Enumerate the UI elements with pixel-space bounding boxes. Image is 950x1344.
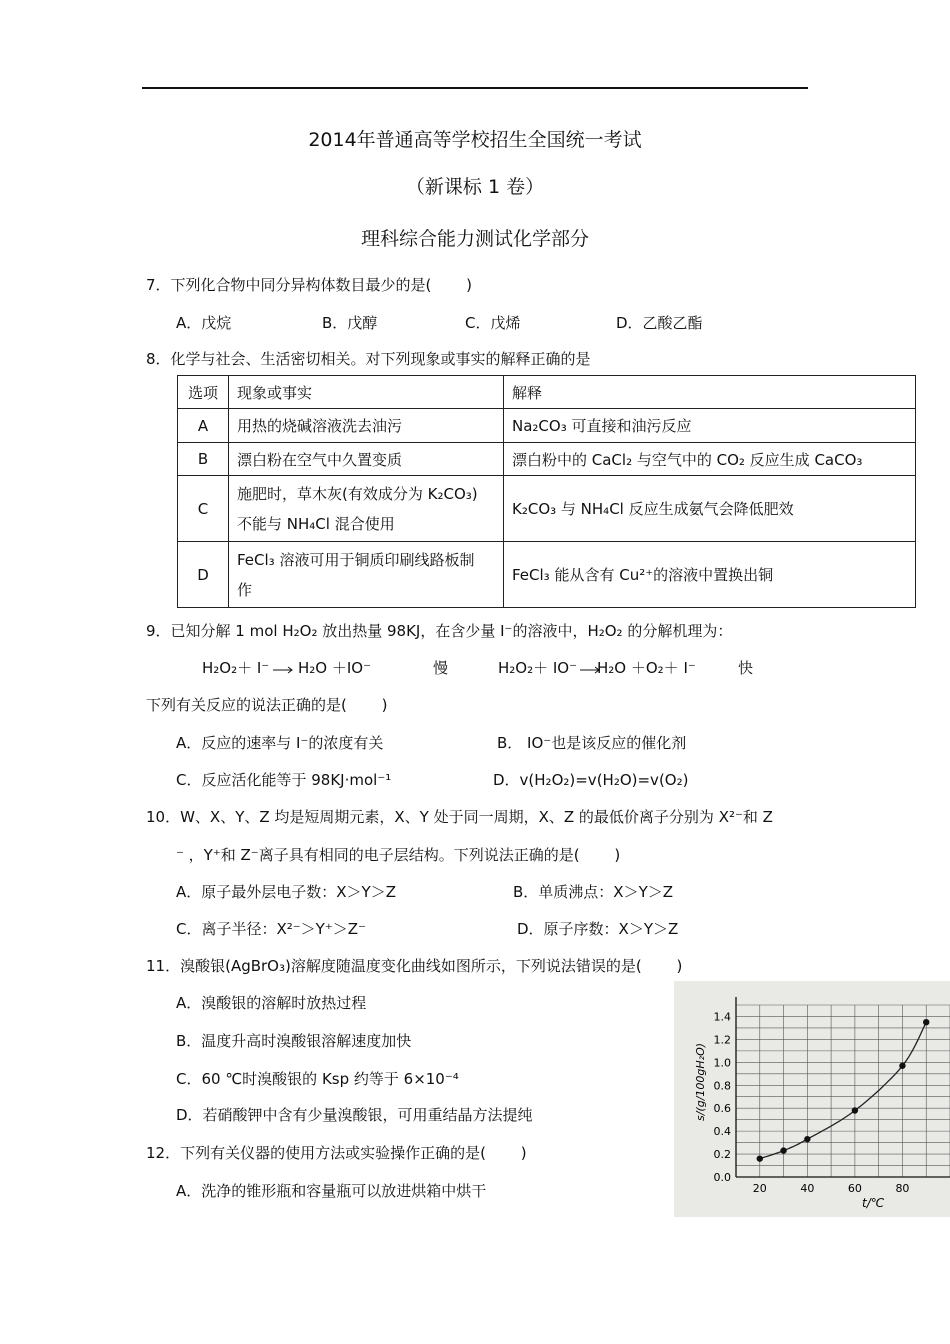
- x-axis-label: t/℃: [862, 1196, 885, 1210]
- q11-option-d: D．若硝酸钾中含有少量溴酸银，可用重结晶方法提纯: [176, 1106, 533, 1124]
- q11-option-a: A．溴酸银的溶解时放热过程: [176, 994, 367, 1012]
- q11-option-b: B．温度升高时溴酸银溶解速度加快: [176, 1032, 412, 1050]
- q12-stem: 12．下列有关仪器的使用方法或实验操作正确的是( ): [146, 1144, 527, 1162]
- q7-option-a: A．戊烷: [176, 314, 232, 332]
- q11-stem: 11．溴酸银(AgBrO₃)溶解度随温度变化曲线如图所示，下列说法错误的是( ): [146, 957, 683, 975]
- exam-subtitle: （新课标 1 卷）: [405, 176, 545, 198]
- exam-title: 2014年普通高等学校招生全国统一考试: [308, 129, 642, 151]
- q9-r1-right: H₂O ＋IO⁻: [298, 659, 372, 677]
- x-tick-label: 80: [895, 1182, 910, 1195]
- row-fact-cont: 作: [237, 580, 253, 599]
- q7-option-c: C．戊烯: [465, 314, 521, 332]
- table-row: [178, 476, 916, 542]
- row-option: B: [178, 443, 229, 476]
- row-fact-cell: [229, 476, 504, 542]
- q9-option-d: D．v(H₂O₂)=v(H₂O)=v(O₂): [493, 771, 689, 789]
- q9-r2-right: H₂O ＋O₂＋ I⁻: [597, 659, 696, 677]
- x-tick-label: 20: [752, 1182, 767, 1195]
- q11-option-c: C．60 ℃时溴酸银的 Ksp 约等于 6×10⁻⁴: [176, 1070, 459, 1088]
- table-row: [178, 409, 916, 443]
- q7-option-b: B．戊醇: [322, 314, 378, 332]
- row-option: A: [178, 409, 229, 443]
- solubility-chart: [674, 981, 950, 1217]
- q7-stem: 7．下列化合物中同分异构体数目最少的是( ): [146, 276, 473, 294]
- header-fact: 现象或事实: [229, 376, 504, 409]
- row-fact-cont: 不能与 NH₄Cl 混合使用: [237, 514, 395, 533]
- data-point: [780, 1147, 786, 1153]
- q10-option-b: B．单质沸点：X＞Y＞Z: [513, 883, 674, 901]
- q9-option-b: B． IO⁻也是该反应的催化剂: [497, 734, 687, 752]
- q10-stem-line2: ⁻ ，Y⁺和 Z⁻离子具有相同的电子层结构。下列说法正确的是( ): [176, 846, 621, 864]
- q9-question: 下列有关反应的说法正确的是( ): [146, 696, 388, 714]
- row-option: C: [178, 476, 229, 542]
- x-tick-label: 60: [847, 1182, 862, 1195]
- q10-option-a: A．原子最外层电子数：X＞Y＞Z: [176, 883, 396, 901]
- q9-stem: 9．已知分解 1 mol H₂O₂ 放出热量 98KJ，在含少量 I⁻的溶液中，H₂O₂ 的分解机理为：: [146, 622, 733, 640]
- row-explain: 漂白粉中的 CaCl₂ 与空气中的 CO₂ 反应生成 CaCO₃: [504, 443, 916, 476]
- arrow-icon: [272, 666, 294, 674]
- top-rule: [142, 87, 808, 89]
- y-tick-label: 1.4: [713, 1010, 731, 1024]
- data-point: [852, 1107, 858, 1113]
- q12-option-a: A．洗净的锥形瓶和容量瓶可以放进烘箱中烘干: [176, 1182, 487, 1200]
- q10-option-c: C．离子半径：X²⁻＞Y⁺＞Z⁻: [176, 920, 366, 938]
- y-tick-label: 1.0: [713, 1056, 731, 1070]
- data-point: [757, 1155, 763, 1161]
- data-point: [804, 1136, 810, 1142]
- header-option: 选项: [178, 376, 229, 409]
- y-tick-label: 0.2: [713, 1148, 731, 1162]
- y-tick-label: 0.8: [713, 1079, 731, 1093]
- y-tick-label: 0.0: [713, 1171, 731, 1184]
- q8-stem: 8．化学与社会、生活密切相关。对下列现象或事实的解释正确的是: [146, 350, 591, 368]
- row-fact: 漂白粉在空气中久置变质: [229, 443, 504, 476]
- x-tick-label: 40: [800, 1182, 815, 1195]
- table-header-row: [178, 376, 916, 409]
- y-tick-label: 0.4: [713, 1125, 731, 1139]
- q9-r1-left: H₂O₂＋ I⁻: [202, 659, 270, 677]
- row-fact: 施肥时，草木灰(有效成分为 K₂CO₃): [237, 484, 478, 503]
- row-explain: Na₂CO₃ 可直接和油污反应: [504, 409, 916, 443]
- q9-option-c: C．反应活化能等于 98KJ·mol⁻¹: [176, 771, 392, 789]
- data-point: [899, 1063, 905, 1069]
- q9-r2-left: H₂O₂＋ IO⁻: [498, 659, 578, 677]
- section-title: 理科综合能力测试化学部分: [360, 228, 589, 250]
- table-row: [178, 443, 916, 476]
- y-axis-label: s/(g/100gH₂O): [694, 1042, 707, 1121]
- y-tick-label: 1.2: [713, 1033, 731, 1047]
- q9-r2-rate: 快: [738, 659, 754, 677]
- q9-option-a: A．反应的速率与 I⁻的浓度有关: [176, 734, 384, 752]
- row-explain: FeCl₃ 能从含有 Cu²⁺的溶液中置换出铜: [504, 542, 916, 608]
- q10-stem-line1: 10．W、X、Y、Z 均是短周期元素，X、Y 处于同一周期，X、Z 的最低价离子分别为 X²⁻和 Z: [146, 808, 773, 826]
- row-option: D: [178, 542, 229, 608]
- q7-option-d: D．乙酸乙酯: [616, 314, 703, 332]
- q10-option-d: D．原子序数：X＞Y＞Z: [517, 920, 679, 938]
- header-explain: 解释: [504, 376, 916, 409]
- q9-r1-rate: 慢: [433, 659, 449, 677]
- row-fact-cell: [229, 542, 504, 608]
- row-explain: K₂CO₃ 与 NH₄Cl 反应生成氨气会降低肥效: [504, 476, 916, 542]
- q8-table: [177, 375, 916, 608]
- y-tick-label: 0.6: [713, 1102, 731, 1116]
- row-fact: FeCl₃ 溶液可用于铜质印刷线路板制: [237, 550, 475, 569]
- data-point: [923, 1019, 929, 1025]
- row-fact: 用热的烧碱溶液洗去油污: [229, 409, 504, 443]
- table-row: [178, 542, 916, 608]
